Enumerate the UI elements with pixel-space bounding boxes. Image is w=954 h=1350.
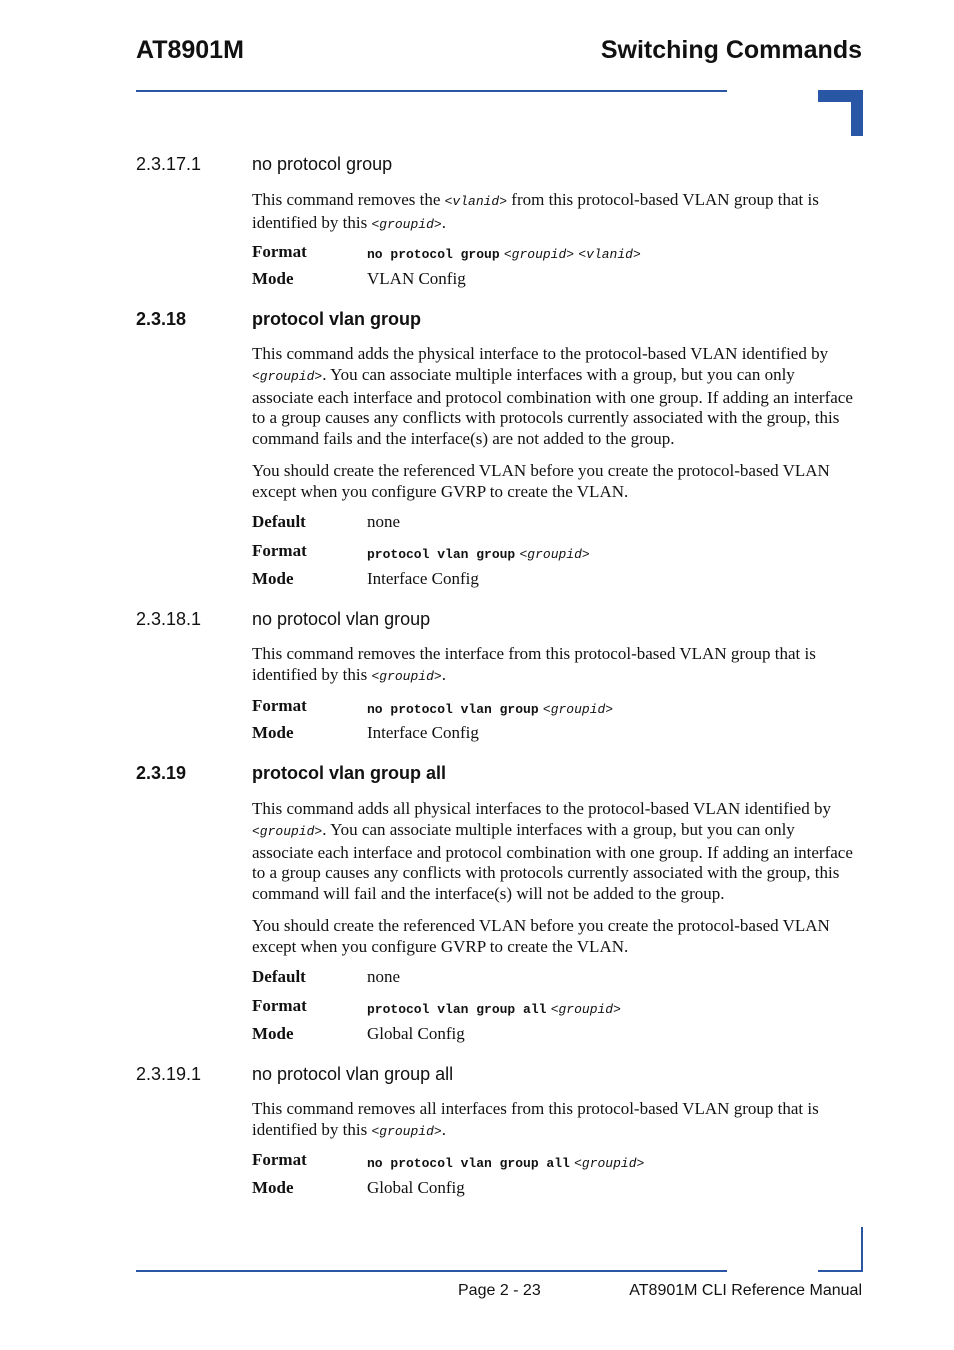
header-rule xyxy=(136,90,727,92)
mode-label: Mode xyxy=(252,1178,294,1197)
section-description: This command adds the physical interface to the protocol-based VLAN identified by <groupid>. You can associate multiple interfaces with a group, but you can only associate each interface and protocol combination with one group. If adding an interface to a group causes any conflicts with protocols currently associated with the group, this command fails and the interface(s) are not added to the group. xyxy=(252,344,853,449)
manual-title: AT8901M CLI Reference Manual xyxy=(629,1282,862,1299)
mode-label: Mode xyxy=(252,269,294,288)
section-title: no protocol vlan group xyxy=(252,609,431,629)
default-label: Default xyxy=(252,512,306,531)
format-label: Format xyxy=(252,1150,307,1169)
format-label: Format xyxy=(252,696,307,715)
footer-corner-mark xyxy=(861,1227,863,1272)
page-number: Page 2 - 23 xyxy=(458,1282,541,1299)
mode-value: Global Config xyxy=(367,1178,465,1197)
footer-corner-mark-horizontal xyxy=(818,1270,863,1272)
format-value: protocol vlan group <groupid> xyxy=(367,547,590,562)
default-value: none xyxy=(367,967,401,986)
section-title: no protocol group xyxy=(252,154,393,174)
format-value: no protocol group <groupid> <vlanid> xyxy=(367,247,641,262)
section-number: 2.3.19 xyxy=(136,763,187,783)
section-description: This command adds all physical interfaces to the protocol-based VLAN identified by <groupid>. You can associate multiple interfaces with a group, but you can only associate each interface and protocol combination with one group. If adding an interface to a group causes any conflicts with protocols currently associated with the group, this command will fail and the interface(s) will not be added to the group. xyxy=(252,799,853,904)
format-label: Format xyxy=(252,541,307,560)
section-title: no protocol vlan group all xyxy=(252,1064,454,1084)
header-corner-mark-vertical xyxy=(851,90,863,136)
section-note: You should create the referenced VLAN before you create the protocol-based VLAN except when you configure GVRP to create the VLAN. xyxy=(252,461,830,501)
format-value: protocol vlan group all <groupid> xyxy=(367,1002,621,1017)
mode-value: Global Config xyxy=(367,1024,465,1043)
header-chapter: Switching Commands xyxy=(600,36,862,64)
format-label: Format xyxy=(252,242,307,261)
format-value: no protocol vlan group all <groupid> xyxy=(367,1156,645,1171)
mode-value: Interface Config xyxy=(367,723,479,742)
mode-label: Mode xyxy=(252,723,294,742)
section-description: This command removes the <vlanid> from this protocol-based VLAN group that is identified by this <groupid>. xyxy=(252,190,819,232)
mode-value: VLAN Config xyxy=(367,269,466,288)
default-value: none xyxy=(367,512,401,531)
section-number: 2.3.18 xyxy=(136,309,187,329)
section-title: protocol vlan group all xyxy=(252,763,447,783)
header-product: AT8901M xyxy=(136,36,244,64)
section-number: 2.3.19.1 xyxy=(136,1064,202,1084)
mode-label: Mode xyxy=(252,569,294,588)
section-number: 2.3.18.1 xyxy=(136,609,202,629)
section-description: This command removes the interface from this protocol-based VLAN group that is identified by this <groupid>. xyxy=(252,644,816,684)
section-title: protocol vlan group xyxy=(252,309,421,329)
default-label: Default xyxy=(252,967,306,986)
section-note: You should create the referenced VLAN before you create the protocol-based VLAN except when you configure GVRP to create the VLAN. xyxy=(252,916,830,956)
format-label: Format xyxy=(252,996,307,1015)
mode-value: Interface Config xyxy=(367,569,479,588)
section-description: This command removes all interfaces from this protocol-based VLAN group that is identified by this <groupid>. xyxy=(252,1099,819,1139)
mode-label: Mode xyxy=(252,1024,294,1043)
section-number: 2.3.17.1 xyxy=(136,154,202,174)
format-value: no protocol vlan group <groupid> xyxy=(367,702,614,717)
footer-rule xyxy=(136,1270,727,1272)
